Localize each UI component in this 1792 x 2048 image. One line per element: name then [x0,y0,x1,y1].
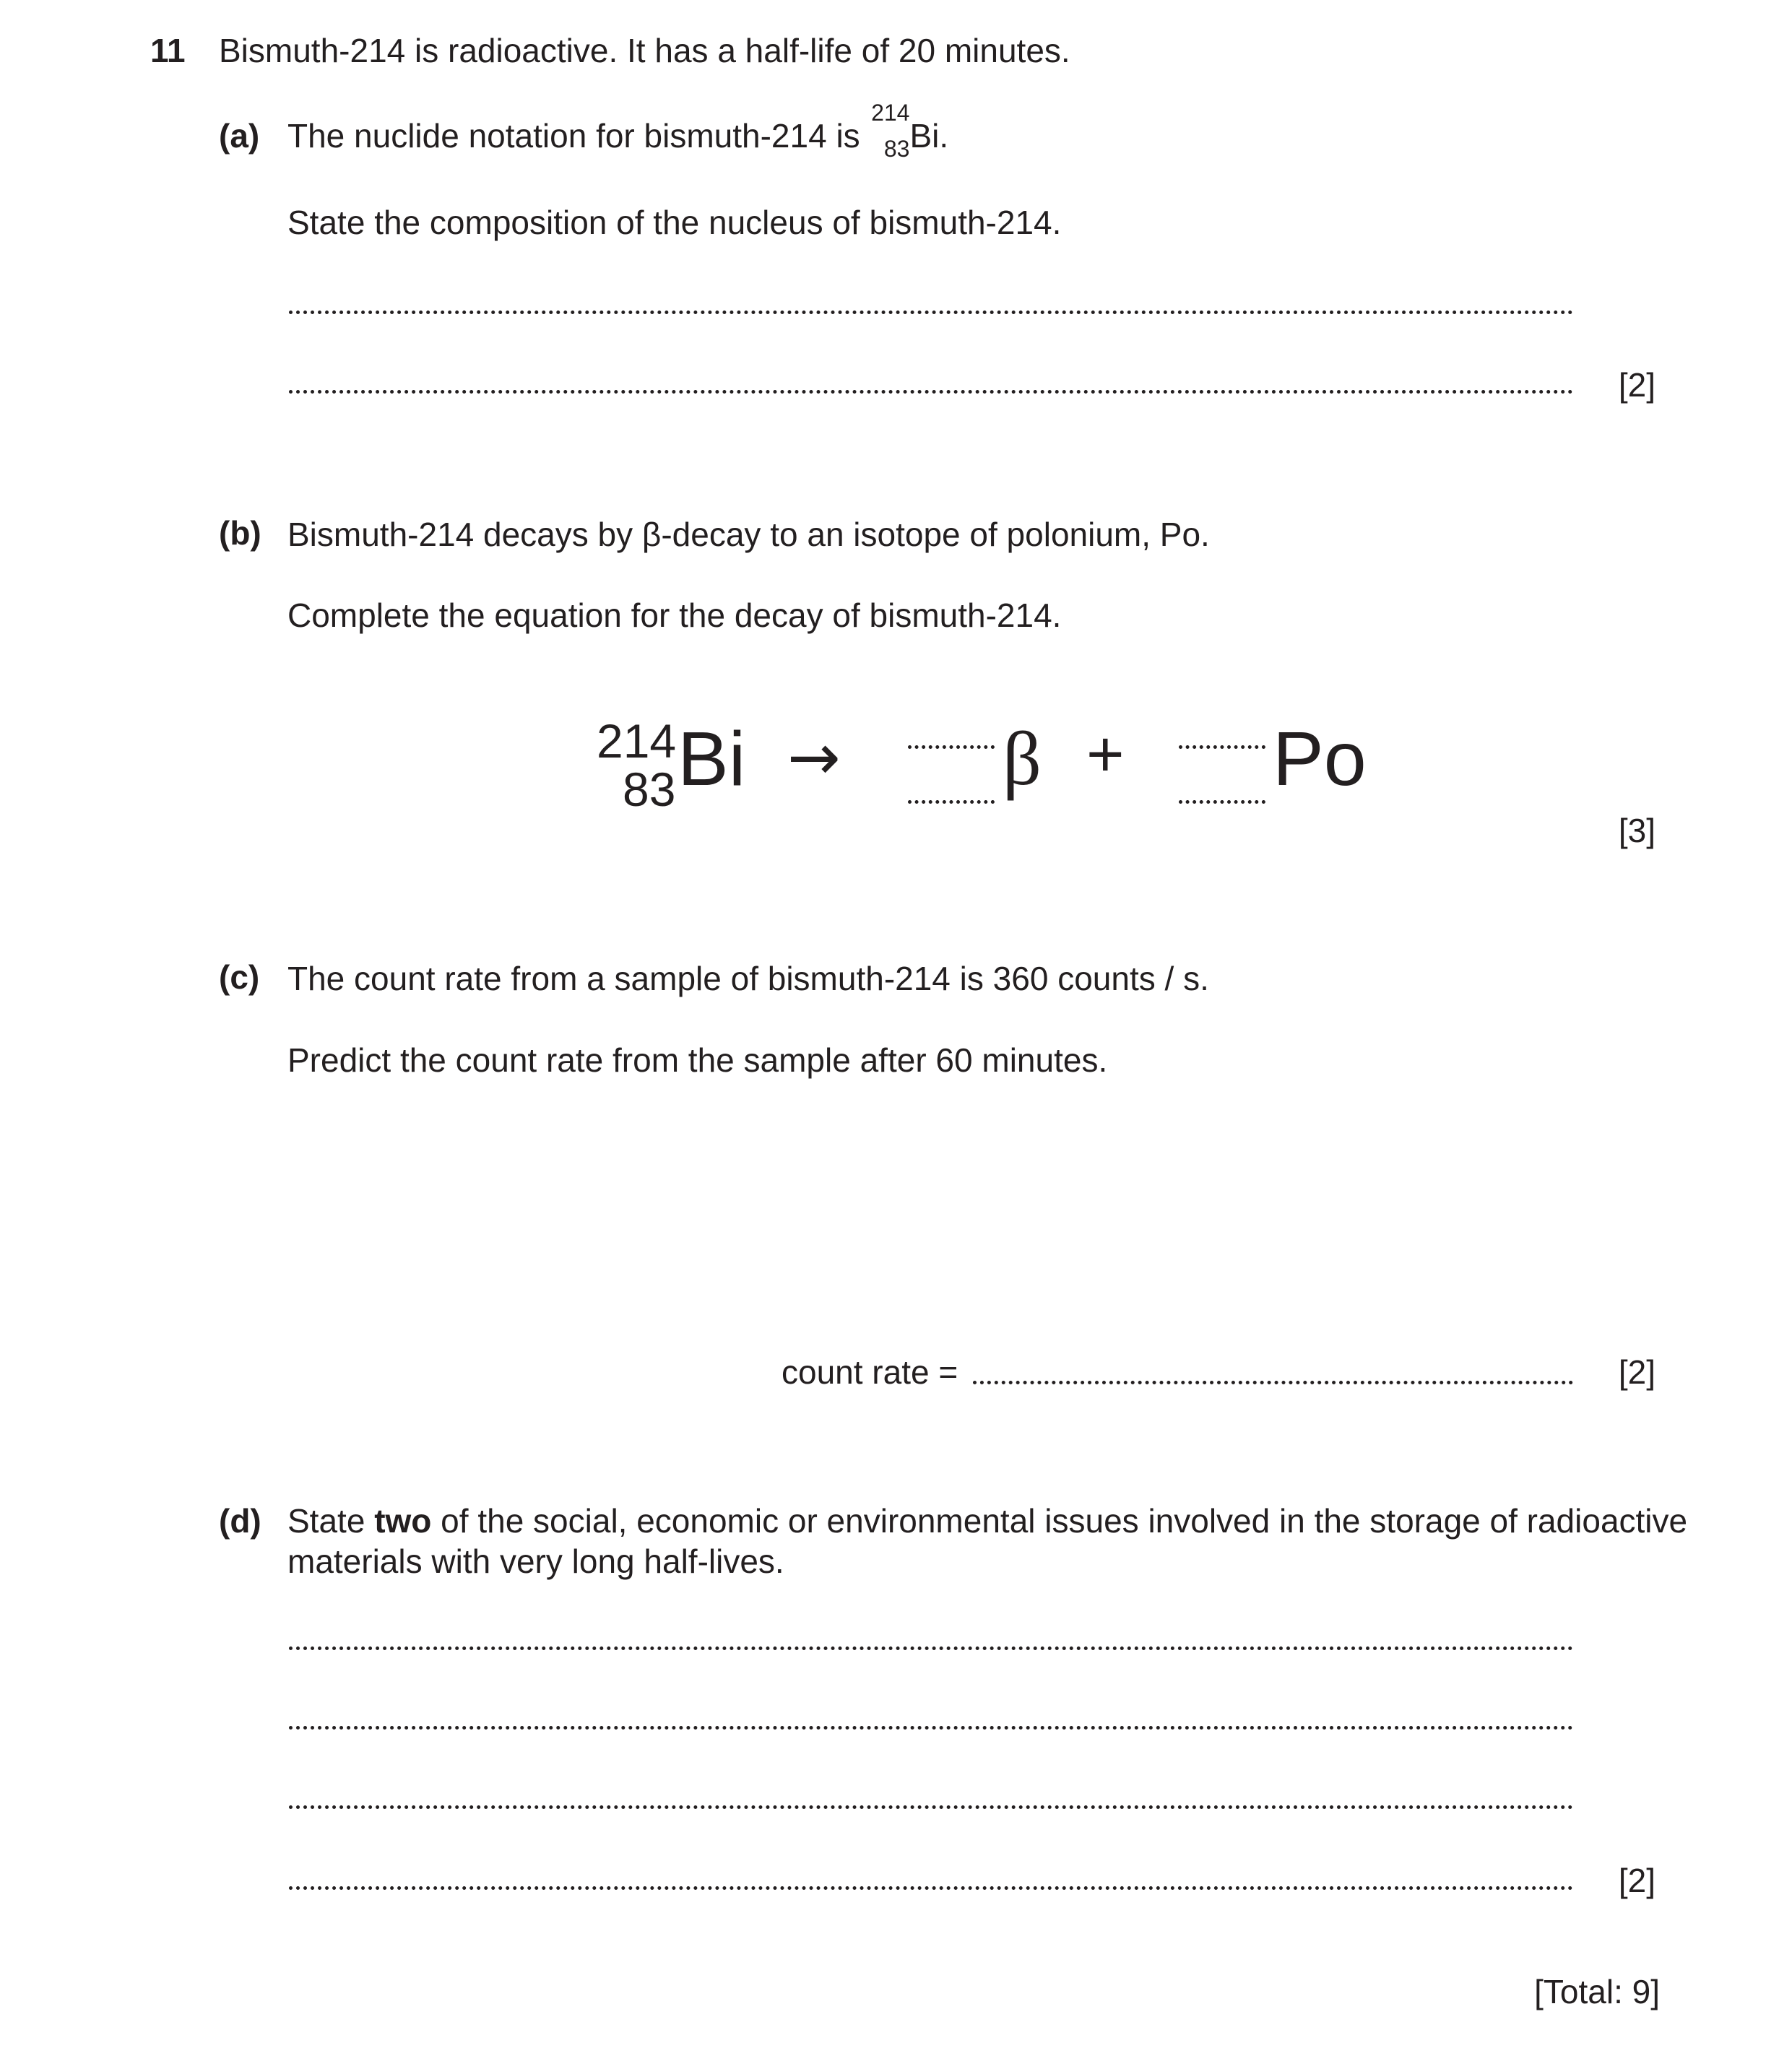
part-c-label: (c) [219,958,260,996]
part-d-marks: [2] [1618,1862,1655,1899]
nuclide-notation [869,100,910,162]
part-b-statement: Bismuth-214 decays by β-decay to an isotope of polonium, Po. [287,516,1210,553]
reaction-arrow: → [787,720,841,794]
answer-line[interactable] [289,1646,1573,1650]
beta-mass-number-blank[interactable] [908,745,995,749]
part-a-marks: [2] [1618,366,1655,404]
part-d-label: (d) [219,1502,261,1540]
total-marks: [Total: 9] [1534,1973,1660,2010]
part-c-marks: [2] [1618,1353,1655,1391]
part-b-label: (b) [219,514,261,552]
part-c-statement: The count rate from a sample of bismuth-214 is 360 counts / s. [287,960,1209,997]
part-d-emphasis: two [374,1502,432,1540]
part-a-statement-suffix: . [939,117,949,155]
nuclide-atomic-number: 83 [883,136,910,162]
part-d-prefix: State [287,1502,375,1540]
answer-line[interactable] [289,390,1573,394]
question-intro: Bismuth-214 is radioactive. It has a half-life of 20 minutes. [219,32,1070,69]
question-number: 11 [150,32,186,69]
nuclide-symbol: Bi [909,117,940,155]
parent-symbol: Bi [678,716,746,802]
part-c-instruction: Predict the count rate from the sample after 60 minutes. [287,1041,1108,1079]
part-a-statement-prefix: The nuclide notation for bismuth-214 is [287,117,870,155]
part-b-instruction: Complete the equation for the decay of bismuth-214. [287,596,1062,634]
answer-line[interactable] [289,1886,1573,1890]
answer-line[interactable] [289,1726,1573,1730]
part-a-statement [287,100,949,162]
product-symbol: Po [1273,716,1367,802]
beta-charge-number-blank[interactable] [908,800,995,804]
plus-sign: + [1086,719,1125,791]
nuclide-mass-number: 214 [871,100,910,126]
part-d-statement-line1 [287,1501,1687,1541]
part-a-instruction: State the composition of the nucleus of bismuth-214. [287,204,1062,241]
count-rate-answer-line[interactable] [973,1381,1573,1384]
part-d-statement-line2: materials with very long half-lives. [287,1542,784,1580]
answer-line[interactable] [289,1805,1573,1809]
parent-atomic-number: 83 [623,763,676,816]
answer-line[interactable] [289,311,1573,314]
product-mass-number-blank[interactable] [1179,745,1265,749]
count-rate-label: count rate = [782,1353,958,1391]
product-atomic-number-blank[interactable] [1179,800,1265,804]
beta-symbol: β [1003,716,1042,801]
part-d-suffix: of the social, economic or environmental issues involved in the storage of radioactive [431,1502,1688,1540]
part-a-label: (a) [219,117,260,155]
part-b-marks: [3] [1618,812,1655,849]
parent-mass-number: 214 [597,714,677,768]
